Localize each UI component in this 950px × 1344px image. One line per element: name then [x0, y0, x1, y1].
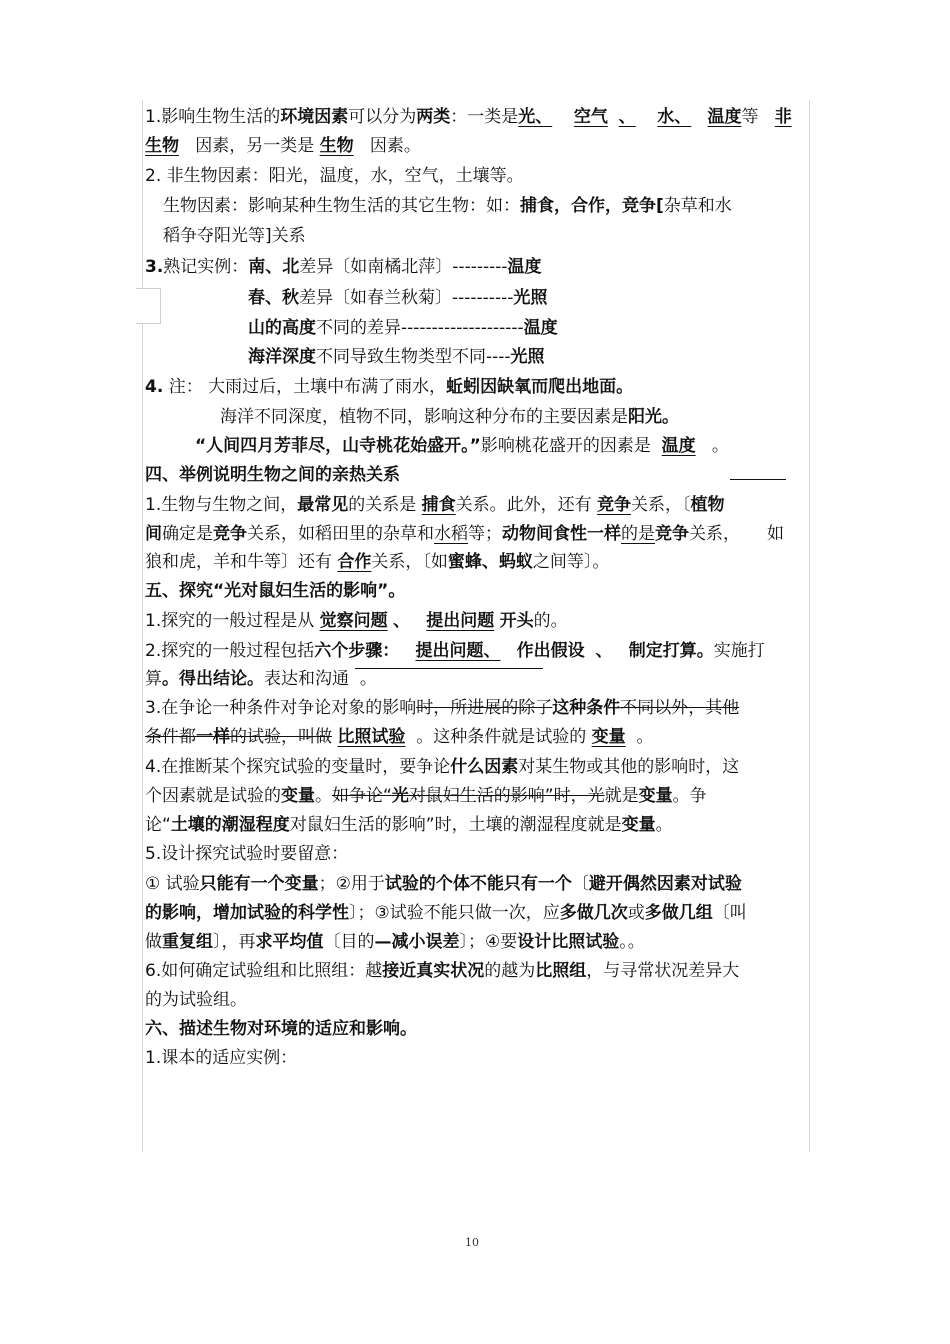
line-31: 的为试验组。 [145, 990, 247, 1010]
line-19: 2.探究的一般过程包括六个步骤： 提出问题、 作出假设 、 制定打算。实施打 [145, 641, 765, 661]
fill-in-rule [355, 668, 543, 669]
line-6: 3.熟记实例：南、北差异〔如南橘北萍〕---------温度 [145, 257, 542, 277]
line-27: ① 试验只能有一个变量；②用于试验的个体不能只有一个〔避开偶然因素对试验 [145, 874, 742, 894]
page-number: 10 [465, 1236, 479, 1249]
line-26: 5.设计探究试验时要留意： [145, 844, 349, 864]
line-23: 4.在推断某个探究试验的变量时，要争论什么因素对某生物或其他的影响时，这 [145, 757, 740, 777]
line-1: 1.影响生物生活的环境因素可以分为两类：一类是光、 空气 、 水、 温度等 非 [145, 107, 792, 127]
line-14: 1.生物与生物之间，最常见的关系是 捕食关系。此外，还有 竞争关系，〔植物 [145, 495, 725, 515]
margin-tab [136, 288, 161, 324]
line-22: 条件都一样的试验，叫做 比照试验 。这种条件就是试验的 变量 。 [145, 727, 654, 747]
line-4: 生物因素：影响某种生物生活的其它生物：如：捕食，合作，竞争[杂草和水 [163, 196, 732, 216]
section-5-heading: 五、探究“光对鼠妇生活的影响”。 [145, 581, 406, 601]
line-28: 的影响，增加试验的科学性〕；③试验不能只做一次，应多做几次或多做几组〔叫 [145, 903, 747, 923]
blank-rule [730, 479, 786, 480]
line-16: 狼和虎，羊和牛等〕还有 合作关系，〔如蜜蜂、蚂蚁之间等〕。 [145, 552, 610, 572]
line-3: 2. 非生物因素：阳光，温度，水，空气，土壤等。 [145, 166, 524, 186]
line-29: 做重复组〕，再求平均值〔目的—减小误差〕；④要设计比照试验。。 [145, 932, 645, 952]
line-11: 海洋不同深度，植物不同，影响这种分布的主要因素是阳光。 [220, 407, 679, 427]
line-30: 6.如何确定试验组和比照组：越接近真实状况的越为比照组，与寻常状况差异大 [145, 961, 740, 981]
line-15: 间确定是竞争关系，如稻田里的杂草和水稻等；动物间食性一样的是竞争关系， 如 [145, 524, 785, 544]
line-8: 山的高度不同的差异--------------------温度 [248, 318, 558, 338]
section-4-heading: 四、举例说明生物之间的亲热关系 [145, 465, 400, 485]
line-25: 论“土壤的潮湿程度对鼠妇生活的影响”时，土壤的潮湿程度就是变量。 [145, 815, 673, 835]
line-33: 1.课本的适应实例： [145, 1048, 298, 1068]
line-7: 春、秋差异〔如春兰秋菊〕----------光照 [248, 288, 548, 308]
line-10: 4. 注： 大雨过后，土壤中布满了雨水，蚯蚓因缺氧而爬出地面。 [145, 377, 634, 397]
line-5: 稻争夺阳光等]关系 [163, 226, 306, 246]
line-24: 个因素就是试验的变量。如争论“光对鼠妇生活的影响”时，光就是变量。争 [145, 786, 707, 806]
line-9: 海洋深度不同导致生物类型不同----光照 [248, 347, 545, 367]
line-20: 算。得出结论。表达和沟通 。 [145, 669, 377, 689]
line-12: “人间四月芳菲尽，山寺桃花始盛开。”影响桃花盛开的因素是 温度 。 [195, 436, 729, 456]
section-6-heading: 六、描述生物对环境的适应和影响。 [145, 1019, 417, 1039]
line-2: 生物 因素，另一类是 生物 因素。 [145, 136, 421, 156]
line-18: 1.探究的一般过程是从 觉察问题 、 提出问题 开头的。 [145, 611, 568, 631]
line-21: 3.在争论一种条件对争论对象的影响时，所进展的除了这种条件不同以外，其他 [145, 698, 740, 718]
